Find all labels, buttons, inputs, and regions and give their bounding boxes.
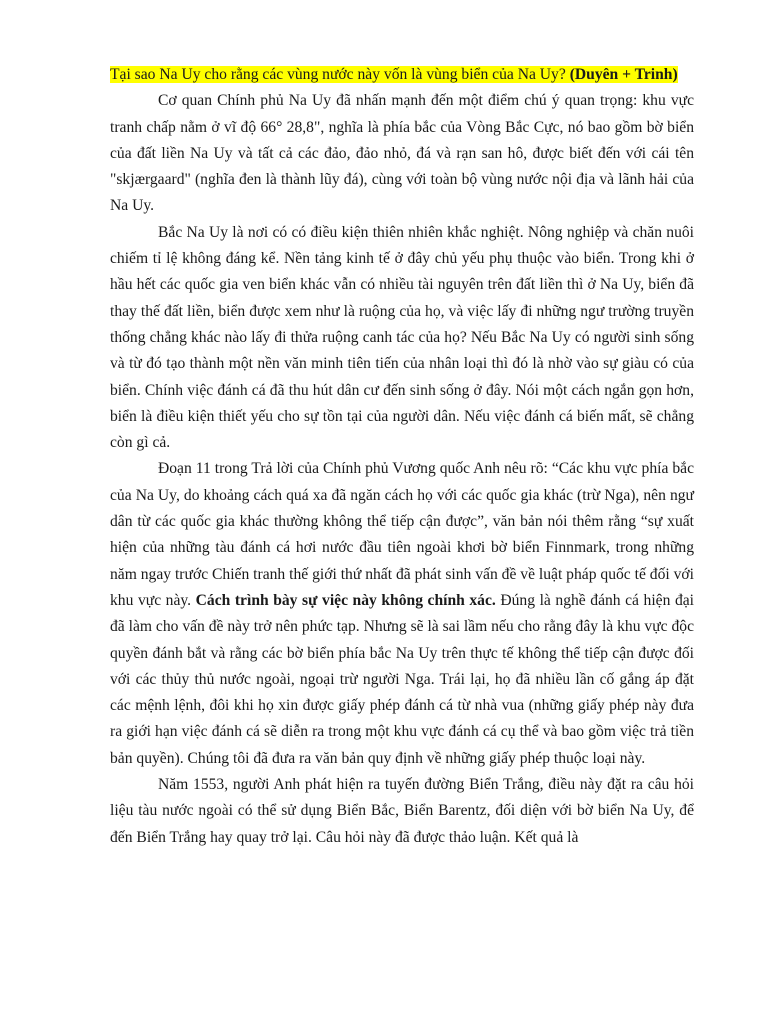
- paragraph-4: Năm 1553, người Anh phát hiện ra tuyến đường Biển Trắng, điều này đặt ra câu hỏi liệu tàu nước ngoài có thể sử dụng Biển Bắc, Biển Barentz, đối diện với bờ biển Na Uy, để đến Biển Trắng hay quay trở lại. Câu hỏi này đã được thảo luận. Kết quả là: [110, 776, 694, 846]
- paragraph-3: [110, 456, 694, 772]
- paragraph-3-bold-text: Cách trình bày sự việc này không chính xác.: [195, 591, 496, 609]
- paragraph-3-text-after: Đúng là nghề đánh cá hiện đại đã làm cho vấn đề này trở nên phức tạp. Nhưng sẽ là sai lầm nếu cho rằng đây là khu vực độc quyền đánh bắt và rằng các bờ biển phía bắc Na Uy trên thực tế không thể tiếp cận được đối với các thủy thủ nước ngoài, ngoại trừ người Nga. Trái lại, họ đã nhiều lần cố gắng áp đặt các mệnh lệnh, đôi khi họ xin được giấy phép đánh cá từ nhà vua (những giấy phép này đưa ra giới hạn việc đánh cá sẽ diễn ra trong một khu vực đánh cá cụ thể và bao gồm việc trả tiền bản quyền). Chúng tôi đã đưa ra văn bản quy định về những giấy phép thuộc loại này.: [110, 591, 694, 767]
- section-heading: [110, 62, 694, 88]
- heading-question: Tại sao Na Uy cho rằng các vùng nước này vốn là vùng biển của Na Uy?: [110, 66, 566, 83]
- paragraph-1: Cơ quan Chính phủ Na Uy đã nhấn mạnh đến một điểm chú ý quan trọng: khu vực tranh chấp nằm ở vĩ độ 66° 28,8", nghĩa là phía bắc của Vòng Bắc Cực, nó bao gồm bờ biển của đất liền Na Uy và tất cả các đảo, đảo nhỏ, đá và rạn san hô, được biết đến với cái tên "skjærgaard" (nghĩa đen là thành lũy đá), cùng với toàn bộ vùng nước nội địa và lãnh hải của Na Uy.: [110, 92, 694, 215]
- heading-authors: (Duyên + Trinh): [569, 66, 678, 83]
- paragraph-3-text-before: Đoạn 11 trong Trả lời của Chính phủ Vương quốc Anh nêu rõ: “Các khu vực phía bắc của Na Uy, do khoảng cách quá xa đã ngăn cách họ với các quốc gia khác (trừ Nga), nên ngư dân từ các quốc gia khác thường không thể tiếp cận được”, văn bản nói thêm rằng “sự xuất hiện của những tàu đánh cá hơi nước đầu tiên ngoài khơi bờ biển Finnmark, trong những năm ngay trước Chiến tranh thế giới thứ nhất đã phát sinh vấn đề về luật pháp quốc tế đối với khu vực này.: [110, 460, 694, 609]
- paragraph-2: Bắc Na Uy là nơi có có điều kiện thiên nhiên khắc nghiệt. Nông nghiệp và chăn nuôi chiếm tỉ lệ không đáng kể. Nền tảng kinh tế ở đây chủ yếu phụ thuộc vào biển. Trong khi ở hầu hết các quốc gia ven biển khác vẫn có nhiều tài nguyên trên đất liền thì ở Na Uy, biển đã thay thế đất liền, biển được xem như là ruộng của họ, và việc lấy đi những ngư trường truyền thống chẳng khác nào lấy đi thửa ruộng canh tác của họ? Nếu Bắc Na Uy có người sinh sống và từ đó tạo thành một nền văn minh tiên tiến của nhân loại thì đó là nhờ vào sự giàu có của biển. Chính việc đánh cá đã thu hút dân cư đến sinh sống ở đây. Nói một cách ngắn gọn hơn, biển là điều kiện thiết yếu cho sự tồn tại của người dân. Nếu việc đánh cá biến mất, sẽ chẳng còn gì cả.: [110, 223, 694, 452]
- document-page: [110, 62, 694, 851]
